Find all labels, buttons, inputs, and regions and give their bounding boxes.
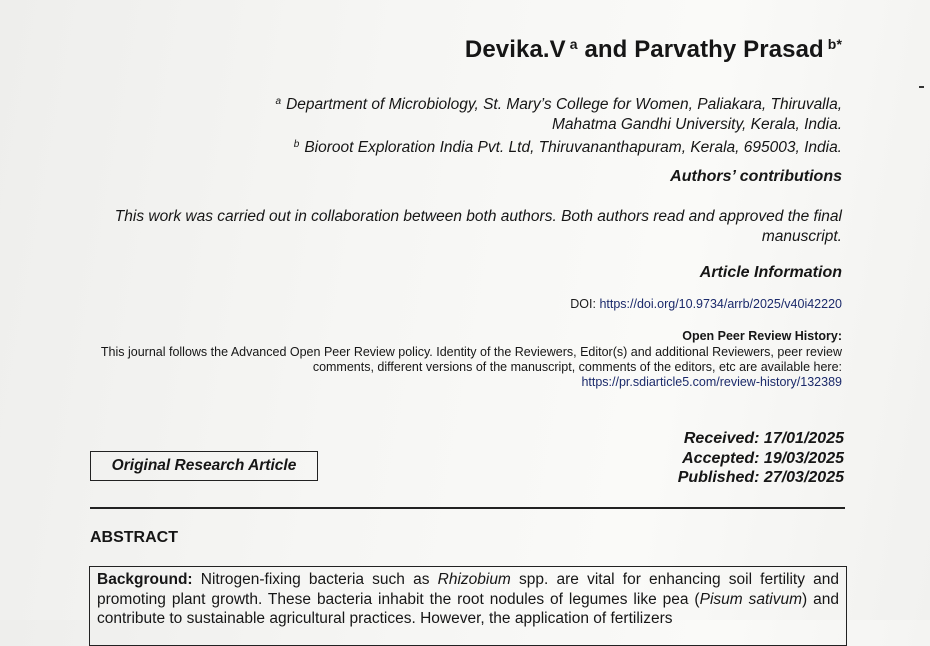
affiliation-text: Mahatma Gandhi University, Kerala, India. xyxy=(551,116,842,133)
author-2-affil-mark: b* xyxy=(827,36,842,52)
contributions-heading: Authors’ contributions xyxy=(670,168,842,185)
affiliation-text: Department of Microbiology, St. Mary’s College for Women, Paliakara, Thiruvalla, xyxy=(286,96,842,113)
abstract-text: ) and contribute to sustainable agricultural practices. However, the application of fertilizers xyxy=(97,590,839,627)
author-2-name: Parvathy Prasad xyxy=(634,36,824,63)
peer-review-text xyxy=(72,345,842,390)
abstract-italic-term: Rhizobium xyxy=(437,571,511,588)
abstract-box xyxy=(89,566,847,646)
affiliations xyxy=(62,92,842,158)
article-info-heading: Article Information xyxy=(699,264,842,281)
accepted-date: Accepted: 19/03/2025 xyxy=(682,449,844,467)
doi-link[interactable]: https://doi.org/10.9734/arrb/2025/v40i42220 xyxy=(599,297,842,311)
author-1-affil-mark: a xyxy=(569,36,578,52)
abstract-heading: ABSTRACT xyxy=(90,529,178,546)
contributions-text: This work was carried out in collaboration between both authors. Both authors read and approved the final manuscript. xyxy=(114,208,842,245)
scan-mark xyxy=(919,86,924,88)
publication-dates xyxy=(678,429,844,488)
affiliation-line xyxy=(62,92,842,115)
received-date: Received: 17/01/2025 xyxy=(683,430,844,447)
article-type-badge xyxy=(90,451,318,481)
abstract-background-label: Background: xyxy=(97,571,193,588)
author-1-name: Devika.V xyxy=(464,36,566,63)
affiliation-mark: b xyxy=(293,139,300,150)
doi-line xyxy=(570,297,842,311)
author-line xyxy=(465,36,842,64)
section-divider xyxy=(90,507,845,509)
affiliation-line xyxy=(62,115,842,135)
author-conjunction: and xyxy=(577,36,635,63)
abstract-italic-term: Pisum sativum xyxy=(699,590,803,608)
doi-label: DOI: xyxy=(570,297,600,311)
peer-review-title: Open Peer Review History: xyxy=(682,329,842,343)
affiliation-mark: a xyxy=(275,96,282,107)
published-date: Published: 27/03/2025 xyxy=(677,469,844,486)
article-type-label: Original Research Article xyxy=(111,457,297,474)
affiliation-text: Bioroot Exploration India Pvt. Ltd, Thiruvananthapuram, Kerala, 695003, India. xyxy=(304,139,842,156)
affiliation-line xyxy=(62,135,842,158)
abstract-text: Nitrogen-fixing bacteria such as xyxy=(192,571,438,588)
abstract-text: spp. are vital for enhancing soil fertility and promoting plant growth. These bacteria inhabit the root nodules of legumes like pea ( xyxy=(97,571,839,608)
peer-review-link[interactable]: https://pr.sdiarticle5.com/review-history/132389 xyxy=(581,375,842,389)
peer-review-description: This journal follows the Advanced Open Peer Review policy. Identity of the Reviewers, Editor(s) and additional Reviewers, peer review comments, different versions of the manuscript, comments of the editors, etc are available here: xyxy=(100,345,842,374)
